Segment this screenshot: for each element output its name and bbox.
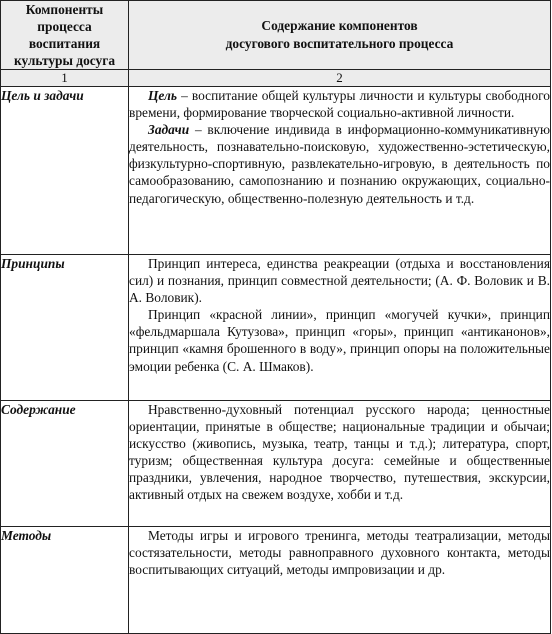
header-col2-line2: досугового воспитательного процесса xyxy=(225,36,454,51)
column-number-row xyxy=(1,70,551,87)
goal-paragraph xyxy=(129,87,550,121)
goal-term: Цель xyxy=(148,88,178,103)
tasks-paragraph xyxy=(129,121,550,206)
tasks-text: – включение индивида в информационно-коммуникативную деятельность, познавательно-поисковую, художественно-эстетическую, физкультурно-спортивную, развлекательно-игровую, в деятельность по самообразованию, самопознанию и познанию окружающих, социально-педагогическую, общественно-полезную деятельность и т.д. xyxy=(129,122,550,206)
table-row xyxy=(1,527,551,634)
table-row xyxy=(1,401,551,527)
table-row xyxy=(1,255,551,401)
header-col1: Компоненты процесса воспитания культуры досуга xyxy=(1,1,129,70)
header-col2 xyxy=(129,1,551,70)
tasks-term: Задачи xyxy=(148,122,190,138)
table-header-row xyxy=(1,1,551,70)
column-number-1: 1 xyxy=(1,70,129,87)
column-number-2: 2 xyxy=(129,70,551,87)
row-label-principles: Принципы xyxy=(1,255,129,401)
row-content-goals xyxy=(129,87,551,255)
row-label-methods: Методы xyxy=(1,527,129,634)
row-content-content xyxy=(129,401,551,527)
row-label-goals: Цель и задачи xyxy=(1,87,129,255)
row-content-methods xyxy=(129,527,551,634)
row-label-content: Содержание xyxy=(1,401,129,527)
content-paragraph: Нравственно-духовный потенциал русского народа; ценностные ориентации, принятые в обществе; национальные традиции и обычаи; искусство (живопись, музыка, театр, танцы и т.д.); литература, спорт, туризм; общественная культура досуга: семейные и общественные праздники, увлечения, народное творчество, путешествия, экскурсии, активный отдых на свежем воздухе, хобби и т.д. xyxy=(129,402,550,503)
principles-paragraph-2: Принцип «красной линии», принцип «могучей кучки», принцип «фельдмаршала Кутузова», принцип «горы», принцип «антиканонов», принцип «камня брошенного в воду», принцип опоры на положительные эмоции ребенка (С. А. Шмаков). xyxy=(129,307,550,374)
row-content-principles xyxy=(129,255,551,401)
methods-paragraph: Методы игры и игрового тренинга, методы театрализации, методы состязательности, методы равноправного духовного контакта, методы воспитывающих ситуаций, методы импровизации и др. xyxy=(129,528,550,578)
goal-text: – воспитание общей культуры личности и культуры свободного времени, формирование творческой социально-активной личности. xyxy=(129,88,550,121)
principles-paragraph-1: Принцип интереса, единства реакреации (отдыха и восстановления сил) и познания, принцип совместной деятельности; (А. Ф. Воловик и В. А. Воловик). xyxy=(129,256,550,306)
header-col2-line1: Содержание компонентов xyxy=(261,18,418,33)
table-row xyxy=(1,87,551,255)
